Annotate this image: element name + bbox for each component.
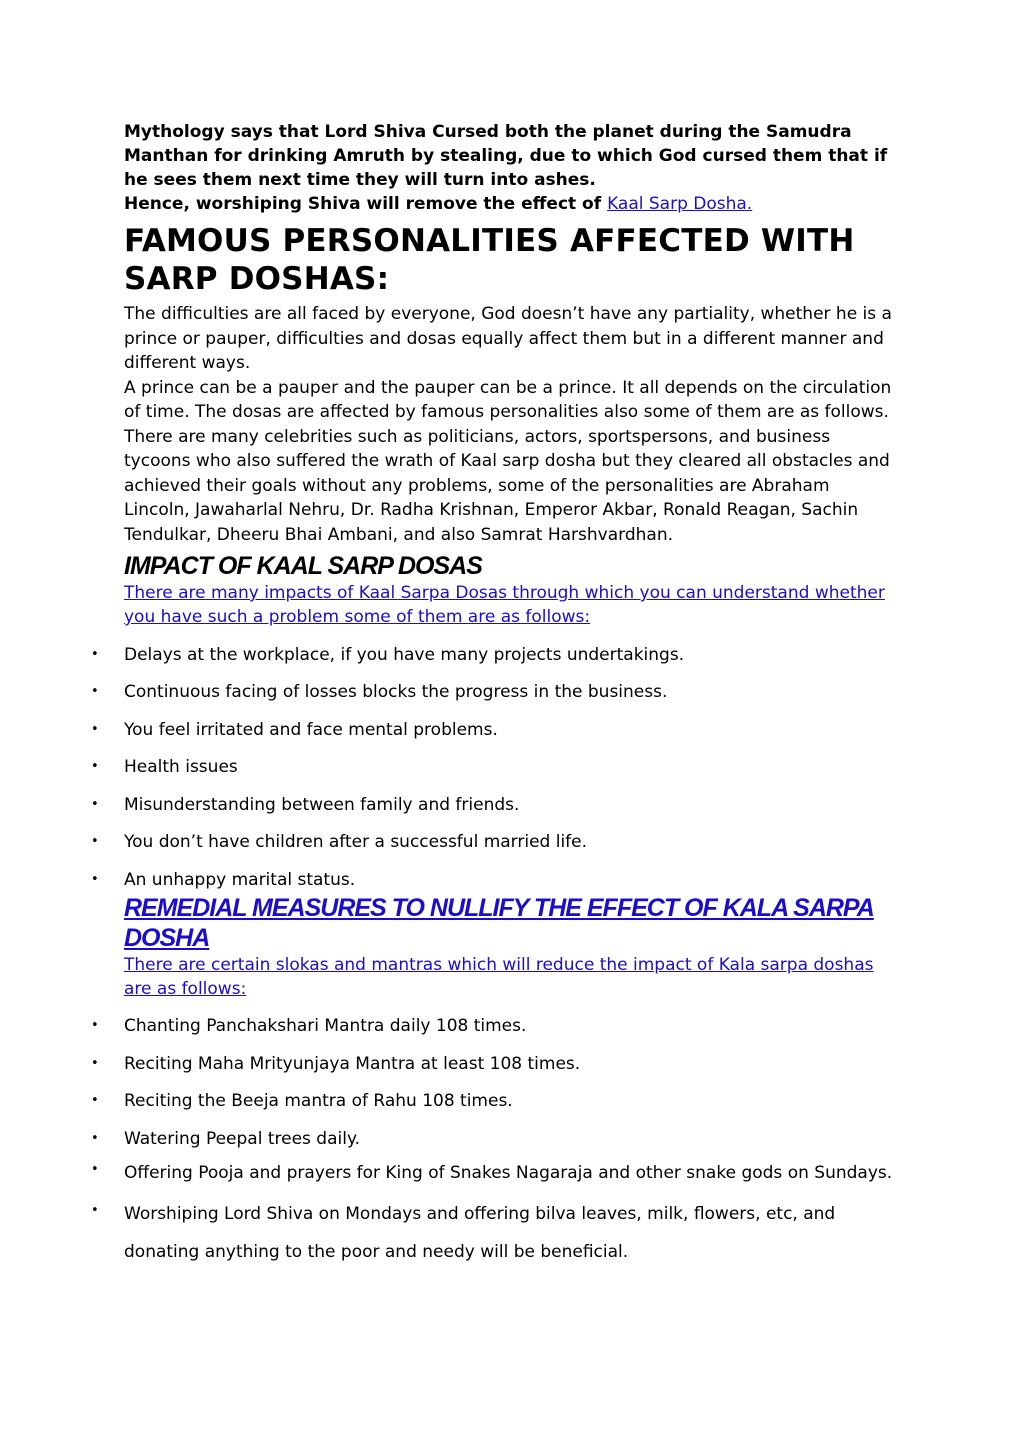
- bullet-icon: •: [91, 1203, 99, 1218]
- bullet-icon: •: [91, 646, 99, 662]
- bullet-icon: •: [91, 684, 99, 699]
- list-item-text: You feel irritated and face mental problems.: [124, 719, 498, 740]
- list-item-text: Reciting the Beeja mantra of Rahu 108 times.: [124, 1091, 513, 1111]
- list-item: [91, 830, 899, 854]
- list-item-text: Reciting Maha Mrityunjaya Mantra at least 108 times.: [124, 1053, 581, 1074]
- bullet-icon: •: [91, 796, 99, 812]
- list-item: [91, 1127, 899, 1151]
- impact-intro: [124, 581, 899, 629]
- list-item: [91, 868, 899, 892]
- remedial-list: [91, 1014, 899, 1271]
- list-item: [91, 718, 899, 742]
- bullet-icon: •: [91, 1055, 99, 1071]
- list-item-text: Chanting Panchakshari Mantra daily 108 times.: [124, 1016, 527, 1036]
- list-item: [91, 1155, 899, 1193]
- list-item-text: Offering Pooja and prayers for King of Snakes Nagaraja and other snake gods on Sundays.: [124, 1162, 893, 1183]
- bullet-icon: •: [91, 1161, 99, 1177]
- list-item: [91, 643, 899, 667]
- bullet-icon: •: [91, 1018, 99, 1033]
- list-item-text: You don’t have children after a successful married life.: [124, 832, 588, 852]
- list-item: [91, 1196, 899, 1271]
- remedial-heading-link[interactable]: REMEDIAL MEASURES TO NULLIFY THE EFFECT OF KALA SARPA DOSHA: [124, 893, 874, 952]
- bullet-icon: •: [91, 1130, 99, 1146]
- bullet-icon: •: [91, 1093, 99, 1108]
- impact-intro-link[interactable]: There are many impacts of Kaal Sarpa Dosas through which you can understand whether you have such a problem some of them are as follows:: [124, 583, 885, 627]
- list-item-text: Watering Peepal trees daily.: [124, 1128, 360, 1149]
- section1-paragraph-1: The difficulties are all faced by everyone, God doesn’t have any partiality, whether he is a prince or pauper, difficulties and dosas equally affect them but in a different manner and different ways.: [124, 304, 892, 373]
- list-item-text: An unhappy marital status.: [124, 869, 356, 890]
- impact-list: [91, 643, 899, 892]
- list-item: [91, 793, 899, 817]
- list-item-text: Continuous facing of losses blocks the progress in the business.: [124, 682, 668, 702]
- remedial-intro: [124, 953, 899, 1001]
- list-item-text: Worshiping Lord Shiva on Mondays and offering bilva leaves, milk, flowers, etc, and donating anything to the poor and needy will be beneficial.: [124, 1204, 836, 1262]
- section1-paragraph-2: A prince can be a pauper and the pauper can be a prince. It all depends on the circulation of time. The dosas are affected by famous personalities also some of them are as follows.: [124, 377, 892, 422]
- list-item: [91, 680, 899, 704]
- bullet-icon: •: [91, 834, 99, 849]
- list-item: [91, 1014, 899, 1038]
- kaal-sarp-dosha-link[interactable]: Kaal Sarp Dosha.: [607, 194, 753, 214]
- bullet-icon: •: [91, 721, 99, 737]
- list-item-text: Delays at the workplace, if you have many projects undertakings.: [124, 644, 685, 665]
- list-item: [91, 1089, 899, 1113]
- famous-personalities-heading: FAMOUS PERSONALITIES AFFECTED WITH SARP DOSHAS:: [124, 223, 855, 297]
- list-item: [91, 755, 899, 779]
- list-item-text: Misunderstanding between family and friends.: [124, 794, 520, 815]
- intro-text: Hence, worshiping Shiva will remove the effect of: [124, 194, 608, 214]
- remedial-heading: [124, 893, 899, 953]
- section1-paragraph-3: There are many celebrities such as politicians, actors, sportspersons, and business tycoons who also suffered the wrath of Kaal sarp dosha but they cleared all obstacles and achieved their goals without any problems, some of the personalities are Abraham Lincoln, Jawaharlal Nehru, Dr. Radha Krishnan, Emperor Akbar, Ronald Reagan, Sachin Tendulkar, Dheeru Bhai Ambani, and also Samrat Harshvardhan.: [124, 426, 890, 545]
- intro-paragraph-2: [124, 192, 899, 216]
- impact-heading: IMPACT OF KAAL SARP DOSAS: [124, 552, 482, 580]
- bullet-icon: •: [91, 759, 99, 774]
- list-item-text: Health issues: [124, 757, 238, 777]
- document-page: [91, 120, 899, 1271]
- remedial-intro-link[interactable]: There are certain slokas and mantras which will reduce the impact of Kala sarpa doshas are as follows:: [124, 954, 874, 999]
- list-item: [91, 1052, 899, 1076]
- intro-paragraph: Mythology says that Lord Shiva Cursed both the planet during the Samudra Manthan for drinking Amruth by stealing, due to which God cursed them that if he sees them next time they will turn into ashes.: [124, 122, 888, 190]
- bullet-icon: •: [91, 871, 99, 887]
